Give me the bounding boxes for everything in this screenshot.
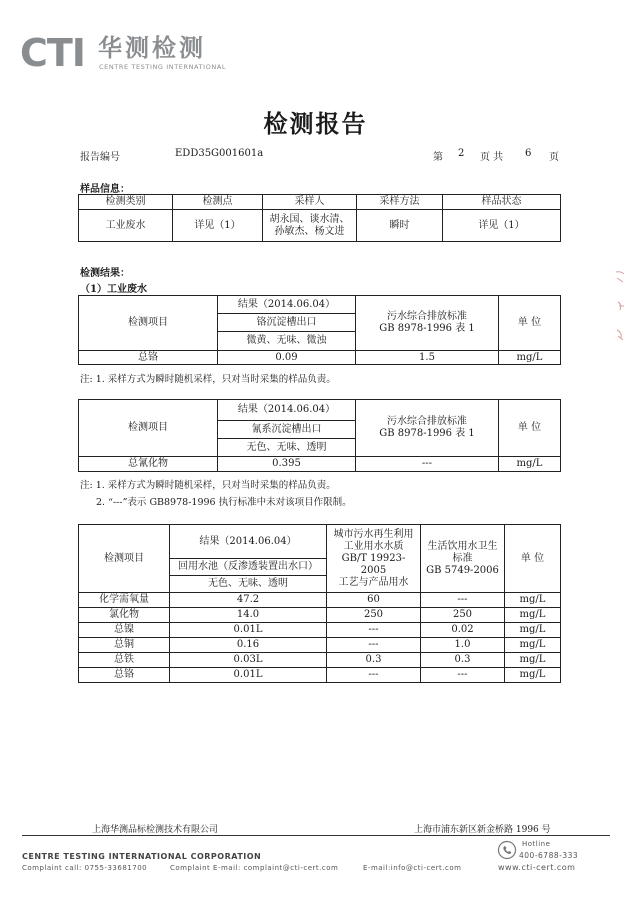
item: 化学需氧量: [79, 593, 170, 608]
std-b: 1.0: [421, 638, 505, 653]
report-no: EDD35G001601a: [175, 148, 264, 159]
table-row: [79, 653, 561, 668]
note-table-2-line-2: 2. “---”表示 GB8978-1996 执行标准中未对该项目作限制。: [96, 497, 352, 508]
footer-address: 上海市浦东新区新金桥路 1996 号: [414, 825, 551, 835]
seal-edge: [613, 268, 627, 371]
value: 0.395: [218, 457, 356, 472]
cell: 详见（1）: [443, 210, 561, 242]
item-label: 检测项目: [79, 525, 170, 593]
std-a: 250: [327, 608, 421, 623]
page-mid: 页 共: [480, 152, 504, 163]
standard-line: 污水综合排放标准: [387, 311, 467, 322]
unit: mg/L: [505, 593, 561, 608]
item: 总铜: [79, 638, 170, 653]
std-a: 60: [327, 593, 421, 608]
standard-b-cell: [421, 525, 505, 593]
page-suffix: 页: [549, 152, 559, 163]
value: 0.16: [170, 638, 327, 653]
report-no-label: 报告编号: [80, 152, 120, 163]
cell: 详见（1）: [173, 210, 263, 242]
logo-english: CENTRE TESTING INTERNATIONAL: [99, 63, 227, 71]
limit: 1.5: [356, 351, 499, 365]
std-b: 0.02: [421, 623, 505, 638]
value: 47.2: [170, 593, 327, 608]
header-cell: 采样人: [263, 195, 357, 210]
standard-line: GB/T 19923-2005: [341, 552, 406, 576]
footer-complaint-call: Complaint call: 0755-33681700: [22, 864, 148, 872]
table-row: [79, 351, 561, 365]
standard-line: GB 8978-1996 表 1: [379, 428, 475, 439]
unit-label: 单 位: [505, 525, 561, 593]
item: 总铁: [79, 653, 170, 668]
standard-line: GB 8978-1996 表 1: [379, 323, 475, 334]
item: 总氰化物: [79, 457, 218, 472]
footer-complaint-email: Complaint E-mail: complaint@cti-cert.com: [170, 864, 339, 872]
page-total: 6: [525, 148, 532, 159]
standard-line: GB 5749-2006: [426, 564, 499, 576]
standard-line: 工业用水水质: [343, 540, 404, 552]
standard-cell: [356, 296, 499, 351]
location: 回用水池（反渗透装置出水口）: [170, 559, 327, 576]
appearance: 无色、无味、透明: [218, 439, 356, 457]
header-cell: 采样方法: [357, 195, 443, 210]
std-a: ---: [327, 623, 421, 638]
std-a: 0.3: [327, 653, 421, 668]
samplers-line: 胡永国、谈水清、: [269, 213, 350, 225]
footer-company: 上海华测品标检测技术有限公司: [92, 825, 219, 835]
results-table-2: [78, 399, 561, 472]
value: 0.01L: [170, 668, 327, 683]
appearance: 无色、无味、透明: [170, 576, 327, 593]
results-subheading: （1）工业废水: [80, 284, 147, 295]
footer-divider: [22, 835, 610, 836]
results-heading: 检测结果：: [80, 268, 130, 279]
sample-info-table: [78, 194, 561, 242]
std-b: ---: [421, 668, 505, 683]
standard-cell: [356, 400, 499, 457]
results-table-3: [78, 524, 561, 683]
footer-email: E-mail:info@cti-cert.com: [363, 864, 462, 872]
table-row: [79, 638, 561, 653]
std-b: 250: [421, 608, 505, 623]
footer-hotline-label: Hotline: [522, 840, 551, 848]
table-row: [79, 608, 561, 623]
item: 氯化物: [79, 608, 170, 623]
samplers-line: 孙敏杰、杨文进: [274, 225, 345, 237]
item: 总镍: [79, 623, 170, 638]
result-label: 结果（2014.06.04）: [218, 296, 356, 314]
item-label: 检测项目: [79, 296, 218, 351]
value: 14.0: [170, 608, 327, 623]
page-current: 2: [458, 148, 465, 159]
location: 铬沉淀槽出口: [218, 314, 356, 332]
note-table-1: 注: 1. 采样方式为瞬时随机采样，只对当时采集的样品负责。: [80, 374, 336, 385]
result-label: 结果（2014.06.04）: [218, 400, 356, 421]
std-b: ---: [421, 593, 505, 608]
item: 总铬: [79, 668, 170, 683]
location: 氰系沉淀槽出口: [218, 421, 356, 439]
table-row: [79, 593, 561, 608]
unit: mg/L: [505, 668, 561, 683]
result-label: 结果（2014.06.04）: [170, 525, 327, 559]
standard-line: 标准: [452, 552, 473, 564]
standard-line: 工艺与产品用水: [338, 576, 409, 588]
results-table-1: [78, 295, 561, 365]
unit: mg/L: [505, 608, 561, 623]
table-header-row: [79, 195, 561, 210]
cell: 工业废水: [79, 210, 173, 242]
appearance: 微黄、无味、微浊: [218, 332, 356, 351]
sample-info-heading: 样品信息：: [80, 184, 130, 195]
header-cell: 检测点: [173, 195, 263, 210]
footer-company-en: CENTRE TESTING INTERNATIONAL CORPORATION: [22, 852, 262, 861]
value: 0.01L: [170, 623, 327, 638]
value: 0.03L: [170, 653, 327, 668]
cell: [263, 210, 357, 242]
cell: 瞬时: [357, 210, 443, 242]
page-label: 第: [433, 152, 443, 163]
table-row: [79, 210, 561, 242]
footer-website: www.cti-cert.com: [498, 863, 576, 872]
standard-line: 生活饮用水卫生: [427, 540, 498, 552]
page-title: 检测报告: [263, 109, 368, 138]
unit: mg/L: [505, 638, 561, 653]
unit: mg/L: [499, 351, 561, 365]
unit-label: 单 位: [499, 400, 561, 457]
std-a: ---: [327, 668, 421, 683]
note-table-2-line-1: 注: 1. 采样方式为瞬时随机采样，只对当时采集的样品负责。: [80, 480, 336, 491]
limit: ---: [356, 457, 499, 472]
standard-a-cell: [327, 525, 421, 593]
phone-icon: [497, 840, 517, 860]
standard-line: 城市污水再生利用: [333, 528, 414, 540]
logo-mark: CTI: [20, 31, 85, 75]
unit: mg/L: [499, 457, 561, 472]
unit: mg/L: [505, 653, 561, 668]
value: 0.09: [218, 351, 356, 365]
table-row: [79, 623, 561, 638]
table-row: [79, 668, 561, 683]
item: 总铬: [79, 351, 218, 365]
header-cell: 样品状态: [443, 195, 561, 210]
unit-label: 单 位: [499, 296, 561, 351]
header-cell: 检测类别: [79, 195, 173, 210]
std-a: ---: [327, 638, 421, 653]
logo-chinese: 华测检测: [98, 34, 206, 62]
unit: mg/L: [505, 623, 561, 638]
standard-line: 污水综合排放标准: [387, 416, 467, 427]
table-row: [79, 457, 561, 472]
std-b: 0.3: [421, 653, 505, 668]
footer-hotline: 400-6788-333: [519, 851, 579, 860]
item-label: 检测项目: [79, 400, 218, 457]
